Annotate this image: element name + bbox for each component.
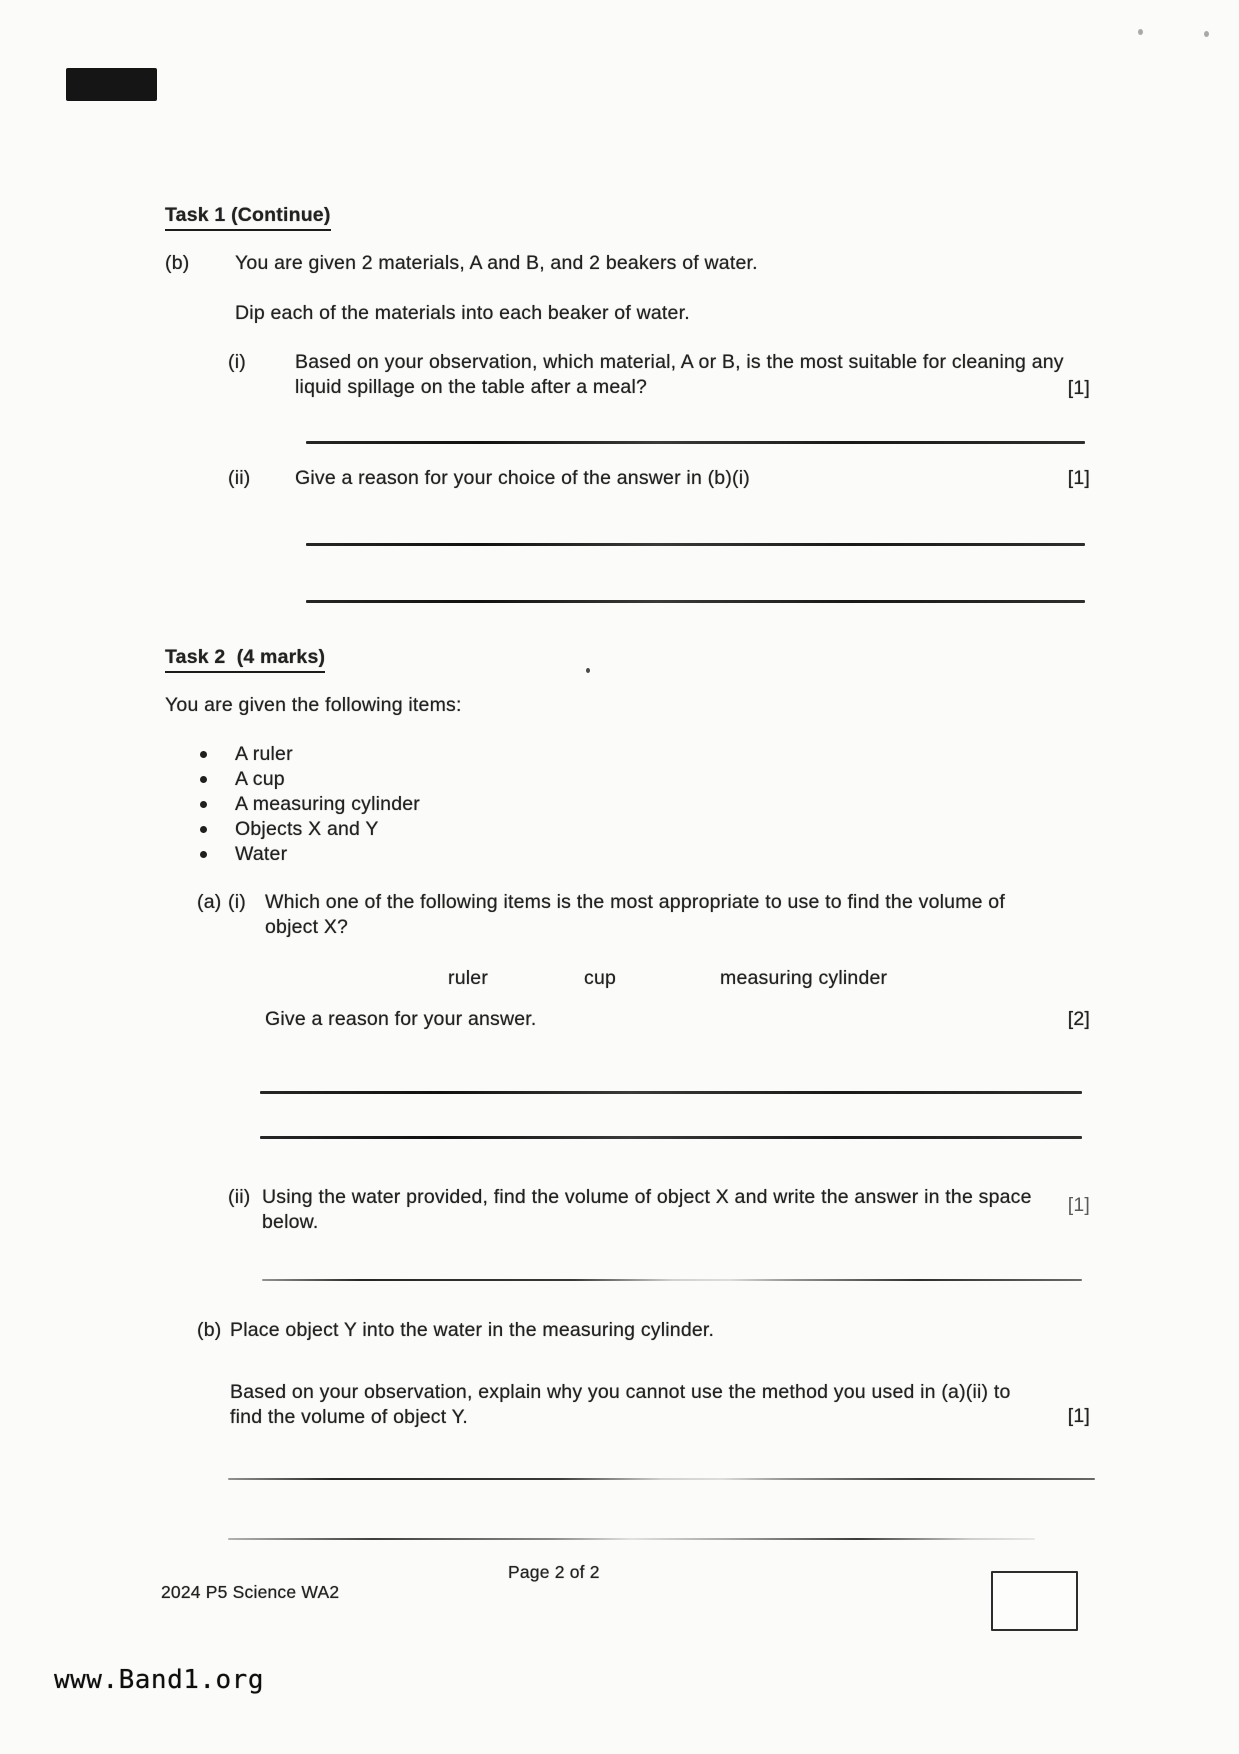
task2-b-marks: [1]: [1067, 1405, 1090, 1427]
task2-b-instruction: Place object Y into the water in the measuring cylinder.: [230, 1319, 715, 1341]
task1-bii-label: (ii): [228, 467, 251, 489]
answer-line: [260, 1136, 1082, 1139]
page-number: Page 2 of 2: [508, 1562, 600, 1582]
watermark-url: www.Band1.org: [54, 1665, 264, 1695]
answer-line: [260, 1091, 1082, 1094]
task2-a-label: (a): [197, 891, 222, 913]
task1-bii-marks: [1]: [1067, 467, 1090, 489]
document-id: 2024 P5 Science WA2: [161, 1582, 340, 1602]
option-row: [0, 966, 1239, 991]
answer-line: [306, 441, 1085, 444]
bullet-icon: [200, 826, 207, 833]
list-item: [200, 842, 600, 867]
answer-line: [228, 1538, 1035, 1540]
task1-heading: Task 1 (Continue): [165, 203, 331, 231]
task2-intro: You are given the following items:: [165, 694, 462, 716]
list-item: [200, 742, 600, 767]
task2-b-question: Based on your observation, explain why you cannot use the method you used in (a)(ii) to find the volume of object Y.: [230, 1381, 1011, 1428]
answer-line: [228, 1478, 1095, 1480]
option-measuring-cylinder: measuring cylinder: [720, 967, 888, 989]
task2-aii-question: Using the water provided, find the volume of object X and write the answer in the space below.: [262, 1186, 1032, 1233]
list-item: [200, 817, 600, 842]
item-label: A measuring cylinder: [235, 793, 421, 815]
scan-speck: [1138, 29, 1143, 35]
scan-speck: [586, 668, 590, 673]
task2-ai-label: (i): [228, 891, 246, 913]
task1-bi-label: (i): [228, 351, 246, 373]
task2-ai-marks: [2]: [1067, 1008, 1090, 1030]
option-ruler: ruler: [448, 967, 489, 989]
task2-heading: Task 2 (4 marks): [165, 645, 325, 673]
item-label: Objects X and Y: [235, 818, 379, 840]
task2-ai-reason-prompt: Give a reason for your answer.: [265, 1008, 537, 1030]
answer-line: [306, 600, 1085, 603]
redaction-block: [66, 68, 157, 101]
task2-ai-question: Which one of the following items is the most appropriate to use to find the volume of object X?: [265, 891, 1005, 938]
task2-aii-marks: [1]: [1067, 1194, 1090, 1216]
item-label: A cup: [235, 768, 285, 790]
task1-b-instruction: Dip each of the materials into each beaker of water.: [235, 302, 690, 324]
task1-bi-question: Based on your observation, which material, A or B, is the most suitable for cleaning any liquid spillage on the table after a meal?: [295, 351, 1064, 398]
answer-line: [306, 543, 1085, 546]
task2-aii-label: (ii): [228, 1186, 251, 1208]
option-cup: cup: [584, 967, 617, 989]
list-item: [200, 792, 600, 817]
task2-item-list: [200, 742, 600, 867]
task2-b-label: (b): [197, 1319, 222, 1341]
task1-bi-marks: [1]: [1067, 377, 1090, 399]
task1-b-label: (b): [165, 252, 190, 274]
bullet-icon: [200, 776, 207, 783]
task1-b-intro: You are given 2 materials, A and B, and 2 beakers of water.: [235, 252, 758, 274]
item-label: A ruler: [235, 743, 293, 765]
scan-speck: [1204, 31, 1209, 37]
item-label: Water: [235, 843, 288, 865]
list-item: [200, 767, 600, 792]
bullet-icon: [200, 801, 207, 808]
bullet-icon: [200, 851, 207, 858]
task1-bii-question: Give a reason for your choice of the answer in (b)(i): [295, 467, 750, 489]
answer-line: [262, 1279, 1082, 1281]
score-box: [991, 1571, 1078, 1631]
bullet-icon: [200, 751, 207, 758]
